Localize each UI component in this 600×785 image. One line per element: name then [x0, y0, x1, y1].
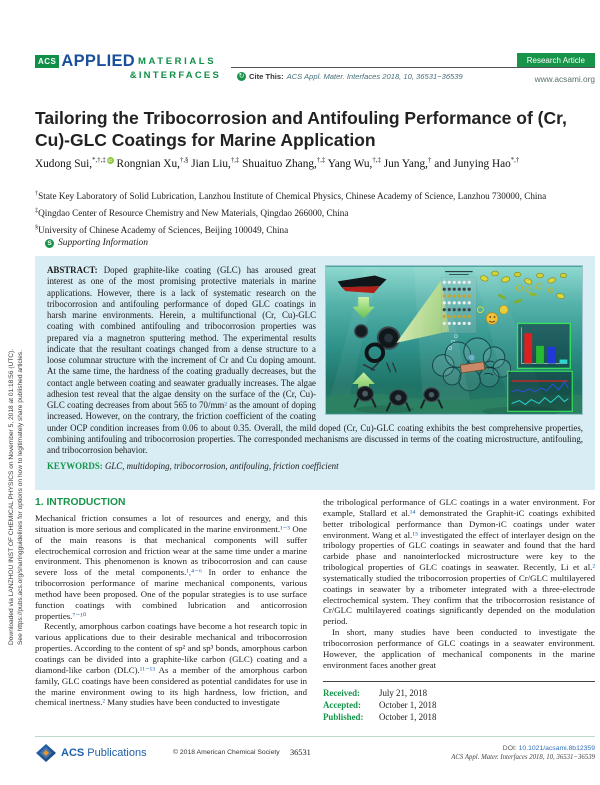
- article-type-badge: Research Article: [517, 53, 595, 67]
- abstract-section: [35, 256, 595, 490]
- cite-this-label: Cite This:: [249, 72, 284, 81]
- footer-rule: [35, 736, 595, 737]
- intro-paragraph-2: Recently, amorphous carbon coatings have become a hot research topic in various applications due to their desirable mechanical and tribocorrosion properties. According to the content of sp² and sp³ bonds, amorphous carbon coatings can be divided into a graphite-like carbon (GLC) coating and a diamond-like carbon (DLC).¹¹⁻¹³ As a member of the amorphous carbon family, GLC coatings have been considered as potential candidates for use in the marine environment owing to its high hardness, low friction, and chemical inertness.² Many studies have been conducted to investigate: [35, 621, 308, 708]
- journal-website-link[interactable]: www.acsami.org: [534, 74, 595, 84]
- acs-publications-wordmark: ACS Publications: [61, 747, 147, 759]
- abstract-text: Doped graphite-like coating (GLC) has aroused great interest as one of the most promising protective materials in marine applications. However, there is a lack of systematic research on the tribocorrosion and antifouling performance of doped GLC coatings in harsh marine environments. Herein, a multifunctional (Cr, Cu)-GLC coating with combined antifouling and tribocorrosion properties was prepared via a magnetron sputtering method. The experimental results indicate that the resultant coatings changed from a dense structure to a loose columnar structure with the increment of Cr and Cu doping amount. At the same time, the hardness of the coating gradually decreases, but the contact angle between coating and seawater gradually increases. The algae adhesion test reveal that the algae density on the surface of the (Cr, Cu)-GLC coating decreases from about 565 to 70/mm² as the amount of doping increased. However, on the contrary, the friction coefficient of the coating under OCP condition increases from 0.06 to about 0.35. Overall, the mild doped (Cr, Cu)-GLC coating exhibits the best comprehensive properties, combining antifouling and tribocorrosion properties. The corresponded mechanisms are discussed in terms of the coating microstructure, antifouling, and tribocorrosion behavior.: [47, 265, 583, 455]
- intro-paragraph-4: In short, many studies have been conducted to investigate the tribocorrosion performance of GLC coatings in a seawater environment. However, the application of mechanical components in the marine environment faces another great: [323, 627, 595, 670]
- author: Shuaituo Zhang,†,‡: [242, 157, 326, 170]
- journal-logo: [35, 52, 221, 81]
- download-notice-line2: See https://pubs.acs.org/sharingguidelines for options on how to legitimately share published articles.: [17, 349, 24, 645]
- cite-this-row[interactable]: [237, 72, 463, 81]
- left-column: [35, 497, 307, 733]
- share-icon: ↻: [238, 73, 245, 80]
- author: Rongnian Xu,†,§: [116, 157, 189, 170]
- orcid-icon[interactable]: iD: [108, 158, 113, 163]
- journal-reference: ACS Appl. Mater. Interfaces 2018, 10, 36531−36539: [451, 754, 595, 761]
- author: Xudong Sui,*,†,‡ iD: [35, 157, 113, 170]
- supporting-info-label: Supporting Information: [58, 238, 148, 248]
- author: Jun Yang,†: [383, 157, 432, 170]
- intro-paragraph-3: the tribological performance of GLC coatings in a water environment. For example, Stallard et al.¹⁴ demonstrated the Graphit-iC coatings exhibited better tribological performance than Dymon-iC coatings under water environment. Wang et al.¹⁵ investigated the effect of interlayer design on the tribology properties of GLC coatings in seawater and found that the hard carbide phase and nanointerlocked microstructure were key to the tribological properties of GLC coatings in seawater. Recently, Li et al.² systematically studied the tribocorrosion properties of Cr/GLC multilayered coatings in seawater by a tribometer integrated with a three-electrode electrochemical system. They confirm that the tribocorrosion resistance of Cr/GLC multilayered coatings significantly depended on the modulation period.: [323, 497, 596, 627]
- intro-paragraph-1: Mechanical friction consumes a lot of resources and energy, and this situation is more serious and complicated in the marine environment.¹⁻³ One of the main reasons is that mechanical components will suffer electrochemical corrosion and friction wear at the same time under a marine environment. This phenomenon is known as tribocorrosion and can cause severe loss of the metal components.¹,⁴⁻⁶ In order to enhance the tribocorrosion performance of marine mechanical components, various method have been proposed. One of the popular strategies is to use surface function coatings with combined lubrication and anticorrosion properties.⁷⁻¹⁰: [35, 513, 307, 621]
- graphical-abstract-art: [326, 266, 582, 414]
- supporting-info-icon: S: [45, 239, 54, 248]
- keywords-line: [47, 456, 583, 472]
- date-row: Received: July 21, 2018: [323, 687, 428, 698]
- author-list: [35, 153, 535, 172]
- doi-link[interactable]: 10.1021/acsami.8b12359: [518, 745, 595, 752]
- logo-applied: APPLIED: [61, 52, 136, 70]
- logo-interfaces: &INTERFACES: [129, 70, 221, 81]
- section-heading-introduction: 1. INTRODUCTION: [35, 497, 126, 508]
- page-footer: [35, 741, 595, 775]
- copyright-text: © 2018 American Chemical Society: [173, 749, 280, 756]
- header-rule: [231, 67, 595, 68]
- keywords-label: KEYWORDS:: [47, 461, 103, 472]
- acs-diamond-icon: [35, 743, 57, 763]
- author: Yang Wu,†,‡: [327, 157, 381, 170]
- article-body: [35, 497, 595, 733]
- cite-this-reference: ACS Appl. Mater. Interfaces 2018, 10, 36531−36539: [286, 72, 463, 81]
- abstract-label: ABSTRACT:: [47, 265, 98, 275]
- acs-publications-logo: [35, 743, 147, 763]
- affiliation: §University of Chinese Academy of Sciences, Beijing 100049, China: [35, 224, 289, 236]
- line-chart-icon: [508, 371, 572, 411]
- affiliation: ‡Qingdao Center of Resource Chemistry and New Materials, Qingdao 266000, China: [35, 207, 349, 219]
- affiliation-list: [35, 188, 591, 239]
- author: Jian Liu,†,‡: [191, 157, 240, 170]
- doi-label: DOI:: [502, 745, 519, 752]
- graphical-abstract-figure: [325, 265, 583, 415]
- journal-header: [35, 50, 595, 96]
- page-number: 36531: [290, 748, 311, 757]
- bar-chart-icon: [518, 323, 571, 368]
- affiliation: †State Key Laboratory of Solid Lubrication, Lanzhou Institute of Chemical Physics, Chinese Academy of Science, Lanzhou 730000, China: [35, 190, 547, 202]
- date-row: Accepted: October 1, 2018: [323, 699, 437, 710]
- keywords-text: GLC, multidoping, tribocorrosion, antifouling, friction coefficient: [104, 461, 339, 472]
- supporting-information-link[interactable]: [45, 238, 148, 248]
- right-column: [323, 497, 595, 733]
- download-notice-line1: Downloaded via LANZHOU INST OF CHEMICAL PHYSICS on November 5, 2018 at 01:18:56 (UTC).: [8, 348, 15, 645]
- article-dates: [323, 681, 595, 723]
- download-notice: [7, 235, 25, 645]
- logo-materials: MATERIALS: [138, 56, 217, 67]
- article-title: Tailoring the Tribocorrosion and Antifouling Performance of (Cr, Cu)-GLC Coatings for Marine Application: [35, 108, 567, 150]
- date-row: Published: October 1, 2018: [323, 711, 437, 722]
- acs-logo-box: ACS: [35, 55, 59, 68]
- author: and Junying Hao*,†: [434, 157, 520, 170]
- doi-block: [451, 744, 595, 762]
